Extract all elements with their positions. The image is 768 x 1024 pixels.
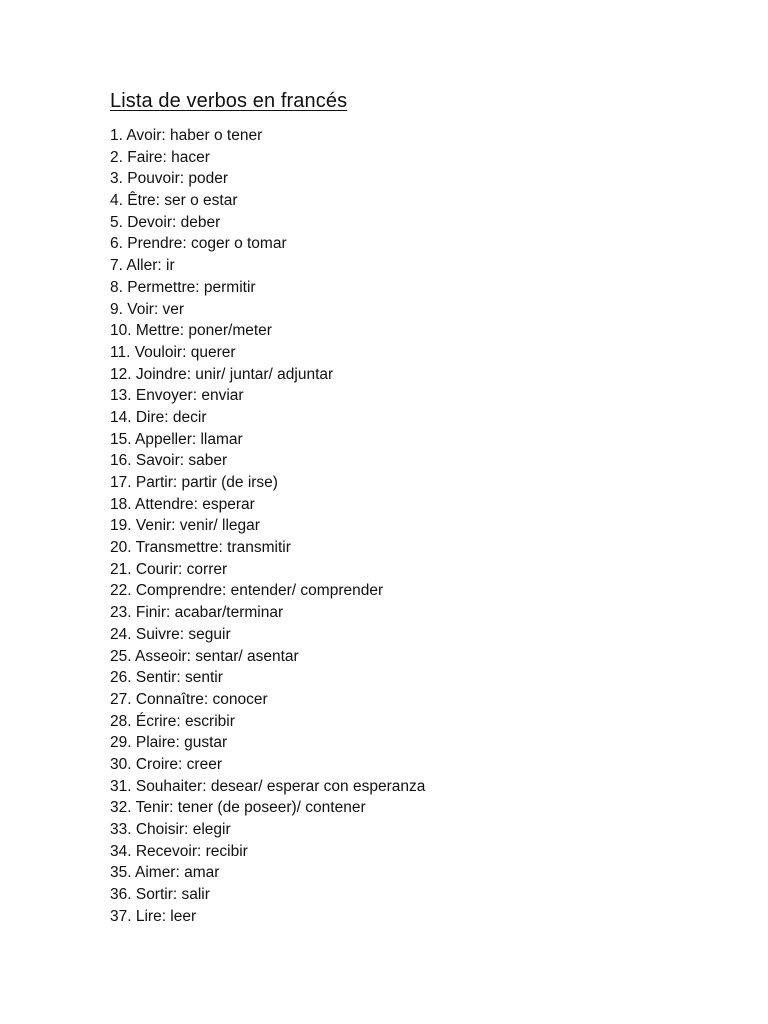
list-item: 15. Appeller: llamar: [110, 430, 243, 448]
list-item: 18. Attendre: esperar: [110, 495, 255, 513]
list-item: 2. Faire: hacer: [110, 148, 210, 166]
list-item: 17. Partir: partir (de irse): [110, 474, 278, 491]
list-item: 4. Être: ser o estar: [110, 192, 238, 210]
list-item: 35. Aimer: amar: [110, 864, 220, 882]
list-item: 14. Dire: decir: [110, 408, 207, 426]
list-item: 33. Choisir: elegir: [110, 821, 231, 838]
list-item: 1. Avoir: haber o tener: [110, 127, 263, 144]
list-item: 7. Aller: ir: [110, 257, 175, 275]
verb-list: [110, 125, 425, 927]
list-item: 11. Vouloir: querer: [110, 343, 236, 361]
list-item: 23. Finir: acabar/terminar: [110, 604, 284, 622]
list-item: 5. Devoir: deber: [110, 213, 221, 231]
list-item: 36. Sortir: salir: [110, 886, 210, 904]
list-item: 22. Comprendre: entender/ comprender: [110, 582, 384, 600]
list-item: 37. Lire: leer: [110, 907, 197, 925]
list-item: 26. Sentir: sentir: [110, 669, 223, 687]
list-item: 9. Voir: ver: [110, 300, 185, 318]
list-item: 32. Tenir: tener (de poseer)/ contener: [110, 799, 366, 817]
list-item: 19. Venir: venir/ llegar: [110, 517, 260, 535]
list-item: 12. Joindre: unir/ juntar/ adjuntar: [110, 365, 334, 383]
list-item: 8. Permettre: permitir: [110, 278, 256, 296]
list-item: 24. Suivre: seguir: [110, 625, 231, 643]
list-item: 3. Pouvoir: poder: [110, 170, 229, 188]
document-title: Lista de verbos en francés: [110, 90, 348, 112]
list-item: 6. Prendre: coger o tomar: [110, 235, 287, 253]
list-item: 21. Courir: correr: [110, 560, 228, 578]
list-item: 34. Recevoir: recibir: [110, 842, 248, 860]
list-item: 31. Souhaiter: desear/ esperar con esperanza: [110, 777, 426, 795]
list-item: 16. Savoir: saber: [110, 452, 228, 470]
list-item: 28. Écrire: escribir: [110, 712, 235, 730]
list-item: 10. Mettre: poner/meter: [110, 322, 272, 340]
list-item: 25. Asseoir: sentar/ asentar: [110, 647, 299, 665]
list-item: 13. Envoyer: enviar: [110, 387, 244, 405]
list-item: 27. Connaître: conocer: [110, 690, 268, 708]
list-item: 20. Transmettre: transmitir: [110, 539, 291, 557]
list-item: 29. Plaire: gustar: [110, 734, 228, 752]
list-item: 30. Croire: creer: [110, 755, 222, 773]
